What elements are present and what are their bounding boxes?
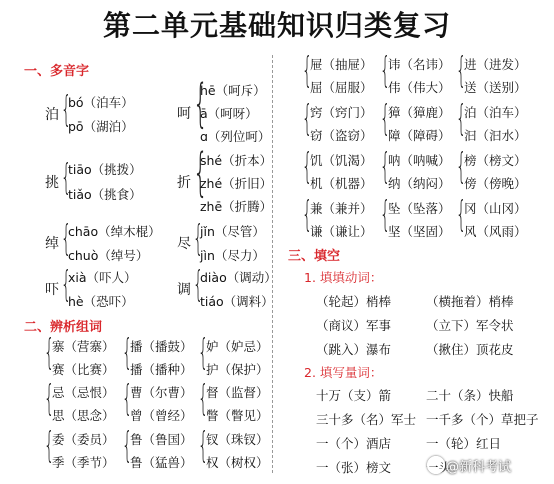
polyphone-item: tiāo（挑拨） [68, 162, 142, 177]
watermark: @新科考试 [446, 460, 512, 475]
brace: { [456, 146, 467, 187]
section-heading-polyphones: 一、多音字 [24, 64, 90, 79]
brace: { [302, 50, 313, 91]
brace: { [198, 332, 209, 373]
polyphone-item: tiáo（调料） [200, 294, 274, 309]
polyphone-item: hè（恐吓） [68, 294, 134, 309]
brace: { [61, 157, 72, 198]
word-pair-item: 屉（抽屉） [310, 57, 373, 72]
polyphone-item: shé（折本） [200, 153, 273, 168]
brace: { [122, 378, 133, 419]
word-pair-item: 榜（榜文） [464, 153, 527, 168]
polyphone-item: zhē（折腾） [200, 199, 273, 214]
word-pair-item: 瞥（瞥见） [206, 408, 269, 423]
brace: { [193, 143, 208, 203]
word-pair-item: 鲁（猛兽） [130, 455, 193, 470]
brace: { [44, 425, 55, 466]
brace: { [380, 146, 391, 187]
brace: { [193, 218, 204, 259]
polyphone-char: 绰 [45, 236, 59, 252]
brace: { [61, 218, 72, 259]
polyphone-char: 挑 [45, 175, 59, 191]
fill-question-2 [304, 363, 382, 381]
word-pair-item: 纳（纳闷） [388, 176, 451, 191]
polyphone-item: chuò（绰号） [68, 248, 149, 263]
polyphone-item: bó（泊车） [68, 95, 134, 110]
brace: { [456, 194, 467, 235]
word-pair-item: 护（保护） [206, 362, 269, 377]
polyphone-char: 吓 [45, 282, 59, 298]
word-pair-item: 獐（獐鹿） [388, 105, 451, 120]
brace: { [302, 194, 313, 235]
word-pair-item: 屈（屈服） [310, 80, 373, 95]
word-pair-item: 播（播鼓） [130, 339, 193, 354]
page-title: 第二单元基础知识归类复习 [102, 9, 451, 42]
fill-question-1-label: 1. 填填动词： [304, 270, 383, 285]
word-pair-item: 讳（名讳） [388, 57, 451, 72]
brace: { [193, 264, 204, 305]
word-pair-item: 曾（曾经） [130, 408, 193, 423]
fill-answer: （轮起）梢棒 [316, 294, 392, 309]
brace: { [122, 332, 133, 373]
polyphone-item: chāo（绰木棍） [68, 224, 161, 239]
word-pair-item: 风（风雨） [464, 224, 527, 239]
brace: { [380, 194, 391, 235]
column-divider [272, 55, 273, 473]
word-pair-item: 傍（傍晚） [464, 176, 527, 191]
brace: { [380, 98, 391, 139]
brace: { [44, 332, 55, 373]
word-pair-item: 伟（伟大） [388, 80, 451, 95]
word-pair-item: 饥（饥渴） [310, 153, 373, 168]
section-heading-fill: 三、填空 [288, 249, 341, 264]
fill-answer: 一千多（个）草把子 [426, 412, 539, 427]
word-pair-item: 委（委员） [52, 432, 115, 447]
polyphone-item: xià（吓人） [68, 270, 137, 285]
word-pair-item: 忌（忌恨） [52, 385, 115, 400]
brace: { [198, 378, 209, 419]
brace: { [198, 425, 209, 466]
word-pair-item: 兼（兼并） [310, 201, 373, 216]
brace: { [302, 146, 313, 187]
word-pair-item: 进（进发） [464, 57, 527, 72]
fill-answer: （横拖着）梢棒 [426, 294, 514, 309]
word-pair-item: 呐（呐喊） [388, 153, 451, 168]
polyphone-item: jǐn（尽管） [200, 224, 265, 239]
fill-answer: 一（个）酒店 [316, 436, 392, 451]
word-pair-item: 播（播种） [130, 362, 193, 377]
word-pair-item: 曹（尔曹） [130, 385, 193, 400]
polyphone-item: hē（呵斥） [200, 83, 266, 98]
fill-answer: 一（轮）红日 [426, 436, 502, 451]
polyphone-item: jìn（尽力） [200, 248, 265, 263]
brace: { [61, 264, 72, 305]
word-pair-item: 鲁（鲁国） [130, 432, 193, 447]
polyphone-char: 尽 [177, 236, 191, 252]
fill-answer: （商议）军事 [316, 318, 392, 333]
word-pair-item: 障（障碍） [388, 128, 451, 143]
word-pair-item: 思（思念） [52, 408, 115, 423]
brace: { [44, 378, 55, 419]
fill-answer: 一头 [426, 460, 452, 475]
brace: { [456, 98, 467, 139]
word-pair-item: 机（机器） [310, 176, 373, 191]
word-pair-item: 赛（比赛） [52, 362, 115, 377]
word-pair-item: 督（监督） [206, 385, 269, 400]
polyphone-item: ā（呵呀） [200, 106, 258, 121]
word-pair-item: 季（季节） [52, 455, 115, 470]
brace: { [122, 425, 133, 466]
word-pair-item: 汩（汩水） [464, 128, 527, 143]
brace: { [456, 50, 467, 91]
fill-answer: （跳入）瀑布 [316, 342, 392, 357]
word-pair-item: 坠（坠落） [388, 201, 451, 216]
brace: { [380, 50, 391, 91]
polyphone-item: diào（调动） [200, 270, 277, 285]
polyphone-char: 呵 [177, 106, 191, 122]
fill-question-2-label: 2. 填写量词： [304, 365, 383, 380]
fill-answer: （立下）军令状 [426, 318, 514, 333]
watermark-logo-icon [427, 456, 445, 474]
fill-answer: 一（张）榜文 [316, 460, 392, 475]
brace: { [193, 74, 208, 134]
fill-answer: 二十（条）快船 [426, 388, 514, 403]
brace: { [61, 89, 72, 130]
word-pair-item: 窃（盗窃） [310, 128, 373, 143]
fill-answer: 十万（支）箭 [316, 388, 392, 403]
fill-answer: 三十多（名）军士 [316, 412, 417, 427]
word-pair-item: 权（树权） [206, 455, 269, 470]
fill-question-1 [304, 268, 382, 286]
word-pair-item: 坚（坚固） [388, 224, 451, 239]
word-pair-item: 冈（山冈） [464, 201, 527, 216]
word-pair-item: 妒（妒忌） [206, 339, 269, 354]
word-pair-item: 泊（泊车） [464, 105, 527, 120]
polyphone-item: pō（湖泊） [68, 119, 134, 134]
polyphone-char: 泊 [45, 107, 59, 123]
polyphone-char: 折 [177, 175, 191, 191]
word-pair-item: 谦（谦让） [310, 224, 373, 239]
word-pair-item: 钗（珠钗） [206, 432, 269, 447]
word-pair-item: 窍（窍门） [310, 105, 373, 120]
section-heading-distinguish: 二、辨析组词 [24, 320, 103, 335]
polyphone-item: zhé（折旧） [200, 176, 273, 191]
brace: { [302, 98, 313, 139]
word-pair-item: 寨（营寨） [52, 339, 115, 354]
fill-answer: （揪住）顶花皮 [426, 342, 514, 357]
word-pair-item: 送（送别） [464, 80, 527, 95]
polyphone-item: ɑ（列位呵） [200, 129, 271, 144]
polyphone-char: 调 [177, 282, 191, 298]
polyphone-item: tiǎo（挑食） [68, 187, 142, 202]
